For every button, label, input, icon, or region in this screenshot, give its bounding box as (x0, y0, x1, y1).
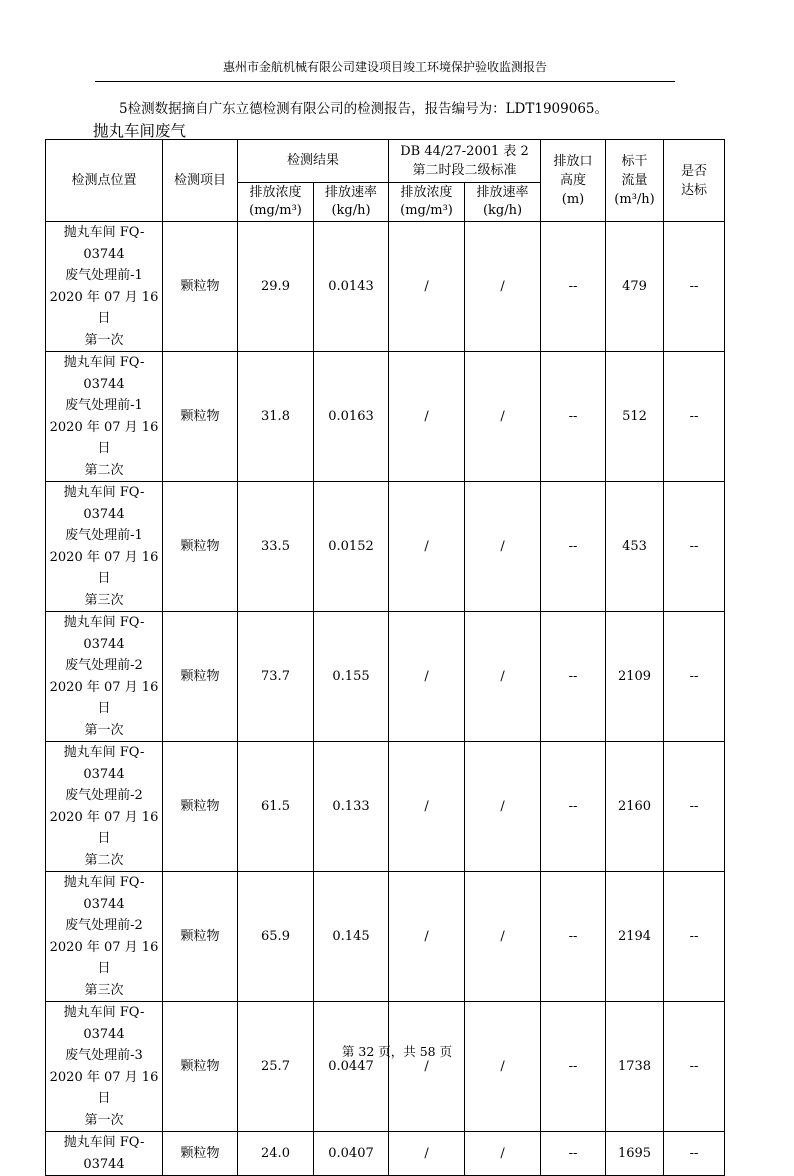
table-row (46, 872, 725, 1002)
header-flow (606, 140, 664, 222)
cell-location-line: 03744 (83, 896, 125, 912)
cell-std-conc: / (389, 612, 465, 742)
section-title: 抛丸车间废气 (93, 122, 187, 140)
table-row (46, 742, 725, 872)
cell-location-line: 废气处理前-1 (65, 398, 143, 413)
intro-text: 5检测数据摘自广东立德检测有限公司的检测报告，报告编号为：LDT1909065。 (119, 101, 609, 117)
cell-location-line: 废气处理前-2 (65, 788, 143, 803)
monitoring-results-table (45, 139, 725, 1176)
header-divider (95, 81, 675, 82)
table-row (46, 222, 725, 352)
cell-location-line: 废气处理前-1 (65, 268, 143, 283)
cell-height: -- (541, 482, 606, 612)
cell-location (46, 1132, 163, 1176)
cell-location-line: 2020 年 07 月 16日 (49, 419, 159, 456)
cell-height: -- (541, 352, 606, 482)
cell-location-line: 03744 (83, 506, 125, 522)
table-row (46, 1132, 725, 1176)
cell-location-line: 抛丸车间 FQ- (63, 355, 145, 370)
cell-item: 颗粒物 (163, 612, 238, 742)
cell-height: -- (541, 1002, 606, 1132)
cell-location-line: 2020 年 07 月 16日 (49, 939, 159, 976)
header-item: 检测项目 (163, 140, 238, 222)
cell-location (46, 482, 163, 612)
cell-std-conc: / (389, 872, 465, 1002)
cell-compliant: -- (664, 352, 725, 482)
cell-compliant: -- (664, 1132, 725, 1176)
cell-flow: 2160 (606, 742, 664, 872)
header-flow-line2: 流量 (621, 173, 648, 188)
cell-std-rate: / (465, 872, 541, 1002)
cell-location-line: 03744 (83, 246, 125, 262)
cell-rate: 0.0407 (314, 1132, 389, 1176)
header-std-rate-label: 排放速率 (476, 185, 529, 200)
cell-flow: 2194 (606, 872, 664, 1002)
cell-location-line: 废气处理前-3 (65, 1048, 143, 1063)
cell-location (46, 872, 163, 1002)
cell-location-line: 第三次 (84, 592, 124, 608)
header-compliance (664, 140, 725, 222)
header-outlet-line2: 高度 (560, 173, 587, 188)
cell-location-line: 抛丸车间 FQ- (63, 875, 145, 890)
cell-location-line: 03744 (83, 376, 125, 392)
cell-rate: 0.0143 (314, 222, 389, 352)
cell-concentration: 29.9 (238, 222, 314, 352)
cell-item: 颗粒物 (163, 222, 238, 352)
cell-std-conc: / (389, 742, 465, 872)
cell-compliant: -- (664, 222, 725, 352)
header-std-conc-label: 排放浓度 (400, 185, 453, 200)
cell-rate: 0.0152 (314, 482, 389, 612)
header-flow-line3: (m³/h) (614, 192, 655, 207)
header-std-conc (389, 183, 465, 222)
cell-location-line: 03744 (83, 766, 125, 782)
cell-std-rate: / (465, 612, 541, 742)
cell-compliant: -- (664, 742, 725, 872)
header-location: 检测点位置 (46, 140, 163, 222)
cell-concentration: 25.7 (238, 1002, 314, 1132)
cell-compliant: -- (664, 482, 725, 612)
cell-concentration: 65.9 (238, 872, 314, 1002)
cell-height: -- (541, 742, 606, 872)
cell-location-line: 抛丸车间 FQ- (63, 615, 145, 630)
cell-item: 颗粒物 (163, 742, 238, 872)
cell-rate: 0.145 (314, 872, 389, 1002)
cell-height: -- (541, 1132, 606, 1176)
cell-flow: 512 (606, 352, 664, 482)
cell-item: 颗粒物 (163, 1132, 238, 1176)
cell-std-conc: / (389, 482, 465, 612)
cell-location-line: 废气处理前-2 (65, 658, 143, 673)
cell-location-line: 抛丸车间 FQ- (63, 1135, 145, 1150)
cell-location (46, 222, 163, 352)
cell-location (46, 352, 163, 482)
cell-location-line: 废气处理前-2 (65, 918, 143, 933)
cell-std-rate: / (465, 1002, 541, 1132)
cell-location-line: 2020 年 07 月 16日 (49, 289, 159, 326)
report-header-title: 惠州市金航机械有限公司建设项目竣工环境保护验收监测报告 (222, 60, 547, 74)
cell-item: 颗粒物 (163, 1002, 238, 1132)
header-standard-line1: DB 44/27-2001 表 2 (400, 144, 529, 159)
cell-location-line: 2020 年 07 月 16日 (49, 809, 159, 846)
cell-rate: 0.133 (314, 742, 389, 872)
table-row (46, 352, 725, 482)
cell-compliant: -- (664, 872, 725, 1002)
cell-std-rate: / (465, 1132, 541, 1176)
header-outlet-line3: (m) (561, 192, 585, 207)
cell-std-rate: / (465, 352, 541, 482)
header-flow-line1: 标干 (621, 154, 648, 169)
cell-rate: 0.155 (314, 612, 389, 742)
cell-std-rate: / (465, 222, 541, 352)
header-outlet-height (541, 140, 606, 222)
header-conc (238, 183, 314, 222)
header-compliance-line1: 是否 (681, 163, 708, 179)
cell-concentration: 24.0 (238, 1132, 314, 1176)
header-outlet-line1: 排放口 (553, 154, 593, 169)
cell-compliant: -- (664, 1002, 725, 1132)
cell-item: 颗粒物 (163, 352, 238, 482)
header-rate-label: 排放速率 (325, 185, 378, 200)
cell-location (46, 1002, 163, 1132)
cell-flow: 1695 (606, 1132, 664, 1176)
header-standard-line2: 第二时段二级标准 (412, 163, 517, 178)
cell-item: 颗粒物 (163, 482, 238, 612)
cell-location-line: 03744 (83, 636, 125, 652)
cell-location-line: 第一次 (84, 722, 124, 738)
header-conc-label: 排放浓度 (249, 185, 302, 200)
cell-flow: 2109 (606, 612, 664, 742)
cell-flow: 453 (606, 482, 664, 612)
cell-location-line: 2020 年 07 月 16日 (49, 679, 159, 716)
cell-location-line: 抛丸车间 FQ- (63, 1005, 145, 1020)
cell-height: -- (541, 612, 606, 742)
cell-location-line: 03744 (83, 1156, 125, 1172)
cell-rate: 0.0447 (314, 1002, 389, 1132)
cell-std-rate: / (465, 742, 541, 872)
header-rate-unit: (kg/h) (331, 203, 371, 218)
cell-location-line: 抛丸车间 FQ- (63, 485, 145, 500)
cell-location-line: 废气处理前-1 (65, 528, 143, 543)
cell-concentration: 33.5 (238, 482, 314, 612)
cell-location-line: 2020 年 07 月 16日 (49, 1069, 159, 1106)
cell-flow: 479 (606, 222, 664, 352)
cell-location-line: 第一次 (84, 332, 124, 348)
header-std-conc-unit: (mg/m³) (400, 203, 453, 218)
header-result: 检测结果 (238, 140, 389, 183)
table-row (46, 482, 725, 612)
cell-location (46, 612, 163, 742)
cell-std-conc: / (389, 1002, 465, 1132)
cell-std-conc: / (389, 222, 465, 352)
cell-height: -- (541, 222, 606, 352)
cell-location-line: 第二次 (84, 852, 124, 868)
cell-location-line: 03744 (83, 1026, 125, 1042)
header-standard (389, 140, 541, 183)
cell-std-rate: / (465, 482, 541, 612)
cell-location-line: 第一次 (84, 1112, 124, 1128)
header-compliance-line2: 达标 (681, 182, 708, 198)
cell-height: -- (541, 872, 606, 1002)
cell-std-conc: / (389, 352, 465, 482)
header-rate (314, 183, 389, 222)
cell-location-line: 第二次 (84, 462, 124, 478)
page-number: 第 32 页，共 58 页 (341, 1044, 453, 1059)
header-std-rate-unit: (kg/h) (482, 203, 523, 218)
cell-location-line: 第三次 (84, 982, 124, 998)
table-row (46, 1002, 725, 1132)
cell-location-line: 抛丸车间 FQ- (63, 225, 145, 240)
cell-compliant: -- (664, 612, 725, 742)
header-std-rate (465, 183, 541, 222)
cell-concentration: 61.5 (238, 742, 314, 872)
table-row (46, 612, 725, 742)
cell-flow: 1738 (606, 1002, 664, 1132)
cell-item: 颗粒物 (163, 872, 238, 1002)
header-conc-unit: (mg/m³) (249, 203, 302, 218)
cell-concentration: 31.8 (238, 352, 314, 482)
cell-std-conc: / (389, 1132, 465, 1176)
cell-location-line: 2020 年 07 月 16日 (49, 549, 159, 586)
cell-rate: 0.0163 (314, 352, 389, 482)
cell-location (46, 742, 163, 872)
cell-concentration: 73.7 (238, 612, 314, 742)
cell-location-line: 抛丸车间 FQ- (63, 745, 145, 760)
